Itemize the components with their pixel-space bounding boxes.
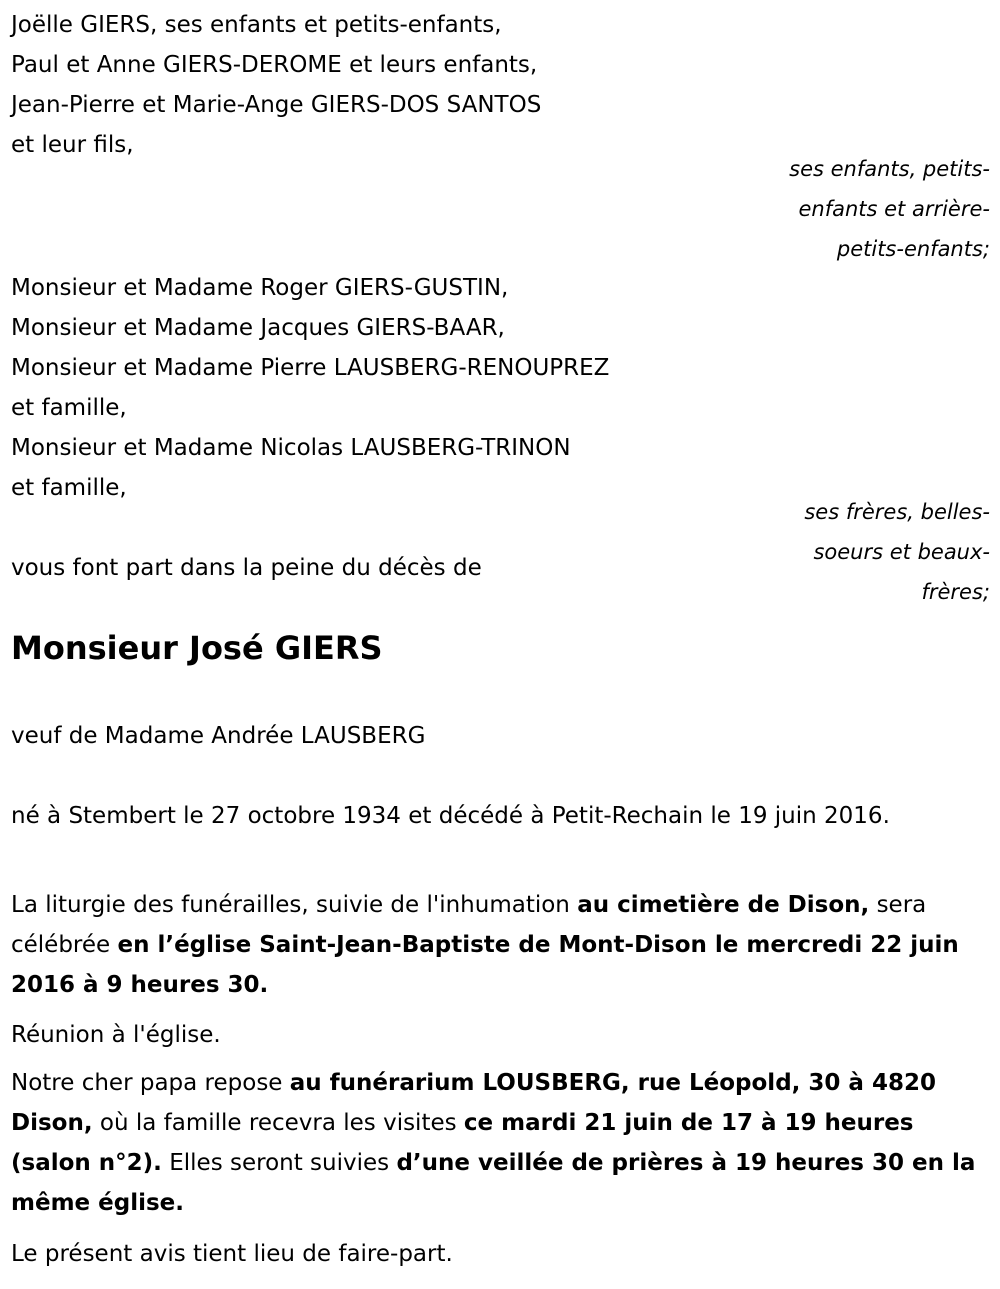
family-line: Monsieur et Madame Nicolas LAUSBERG-TRINON (11, 435, 571, 461)
relation-siblings: ses frères, belles- (804, 500, 990, 524)
family-line: Joëlle GIERS, ses enfants et petits-enfants, (11, 12, 502, 38)
visitation-details: Notre cher papa repose au funérarium LOUSBERG, rue Léopold, 30 à 4820 Dison, où la famille recevra les visites ce mardi 21 juin de 17 à 19 heures (salon n°2). Elles seront suivies d’une veillée de prières à 19 heures 30 en la même église. (11, 1070, 976, 1216)
family-line: Jean-Pierre et Marie-Ange GIERS-DOS SANTOS (11, 92, 542, 118)
family-line: et famille, (11, 395, 127, 421)
funeral-details: La liturgie des funérailles, suivie de l'inhumation au cimetière de Dison, sera célébrée en l’église Saint-Jean-Baptiste de Mont-Dison le mercredi 22 juin 2016 à 9 heures 30. (11, 892, 959, 998)
family-line: Paul et Anne GIERS-DEROME et leurs enfants, (11, 52, 538, 78)
widower-of: veuf de Madame Andrée LAUSBERG (11, 723, 426, 749)
birth-death: né à Stembert le 27 octobre 1934 et décédé à Petit-Rechain le 19 juin 2016. (11, 803, 890, 829)
reunion: Réunion à l'église. (11, 1022, 221, 1048)
relation-children: enfants et arrière- (798, 197, 990, 221)
relation-children: petits-enfants; (836, 237, 990, 261)
relation-siblings: frères; (921, 580, 990, 604)
closing-note: Le présent avis tient lieu de faire-part. (11, 1241, 453, 1267)
deceased-name: Monsieur José GIERS (11, 629, 383, 667)
relation-siblings: soeurs et beaux- (813, 540, 990, 564)
family-line: et leur fils, (11, 132, 134, 158)
family-line: Monsieur et Madame Pierre LAUSBERG-RENOUPREZ (11, 355, 610, 381)
family-line: Monsieur et Madame Roger GIERS-GUSTIN, (11, 275, 509, 301)
relation-children: ses enfants, petits- (789, 157, 990, 181)
family-line: Monsieur et Madame Jacques GIERS-BAAR, (11, 315, 505, 341)
announcement: vous font part dans la peine du décès de (11, 555, 482, 581)
family-line: et famille, (11, 475, 127, 501)
